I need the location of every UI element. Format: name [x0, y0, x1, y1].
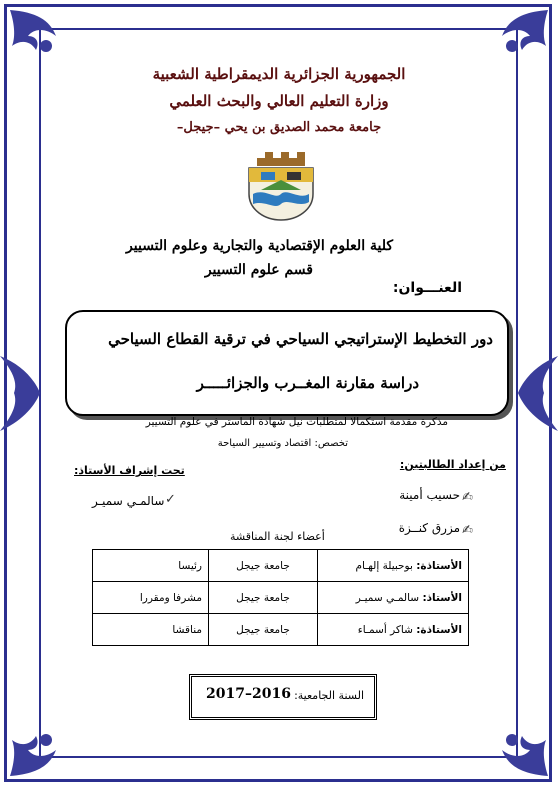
member-title: الأستاذة:	[416, 559, 462, 572]
academic-year-value: 2017–2016	[206, 686, 291, 702]
checkmark-icon: ✓	[165, 492, 176, 507]
table-row	[93, 550, 469, 582]
member-title: الأستاذة:	[416, 623, 462, 636]
table-row	[93, 582, 469, 614]
student-name: حسيب أمينة	[399, 488, 460, 502]
supervision-label: تحت إشراف الأستاذ:	[74, 464, 185, 477]
member-role: رئيسا	[93, 550, 209, 582]
corner-ornament-bottom-left-icon	[6, 710, 76, 780]
student-name: مزرق كنــزة	[398, 521, 460, 535]
member-role: مناقشا	[93, 614, 209, 646]
member-cell	[318, 582, 469, 614]
title-label: العنـــوان:	[392, 280, 462, 296]
committee-label: أعضاء لجنة المناقشة	[230, 530, 325, 543]
member-name: بوحبيلة إلهـام	[355, 559, 413, 572]
ministry-name: وزارة التعليم العالي والبحث العلمي	[169, 92, 389, 110]
member-role: مشرفا ومقررا	[93, 582, 209, 614]
member-university: جامعة جيجل	[209, 614, 318, 646]
member-name: شاكر أسمـاء	[357, 623, 413, 636]
republic-name: الجمهورية الجزائرية الديمقراطية الشعبية	[152, 65, 406, 83]
committee-table	[92, 549, 469, 646]
thesis-subtitle: دراسة مقارنة المغــرب والجزائـــــر	[196, 374, 419, 392]
faculty-name: كلية العلوم الإقتصادية والتجارية وعلوم التسيير	[126, 238, 393, 254]
member-university: جامعة جيجل	[209, 582, 318, 614]
side-ornament-right-icon	[512, 346, 558, 441]
member-title: الأستاذ:	[422, 591, 462, 604]
pen-icon: ✍	[462, 523, 473, 538]
memo-description: مذكرة مقدمة استكمالا لمتطلبات نيل شهادة الماستر في علوم التسيير	[145, 416, 448, 428]
specialty: تخصص: اقتصاد وتسيير السياحة	[217, 438, 348, 449]
university-name: جامعة محمد الصديق بن يحي –جيجل–	[176, 120, 382, 135]
university-crest-icon	[243, 150, 319, 222]
pen-icon: ✍	[462, 490, 473, 505]
department-name: قسم علوم التسيير	[204, 262, 313, 278]
supervisor-name: سالمـي سميـر	[92, 494, 165, 508]
member-cell	[318, 550, 469, 582]
side-ornament-left-icon	[0, 346, 46, 441]
thesis-title-box	[65, 310, 509, 416]
prepared-by-label: من إعداد الطالبتين:	[399, 458, 506, 471]
member-cell	[318, 614, 469, 646]
member-university: جامعة جيجل	[209, 550, 318, 582]
academic-year-box	[189, 674, 377, 720]
thesis-title: دور التخطيط الإستراتيجي السياحي في ترقية القطاع السياحي	[108, 330, 493, 348]
academic-year-label: السنة الجامعية:	[294, 689, 364, 702]
table-row	[93, 614, 469, 646]
member-name: سالمـي سميـر	[355, 591, 420, 604]
corner-ornament-bottom-right-icon	[482, 710, 552, 780]
